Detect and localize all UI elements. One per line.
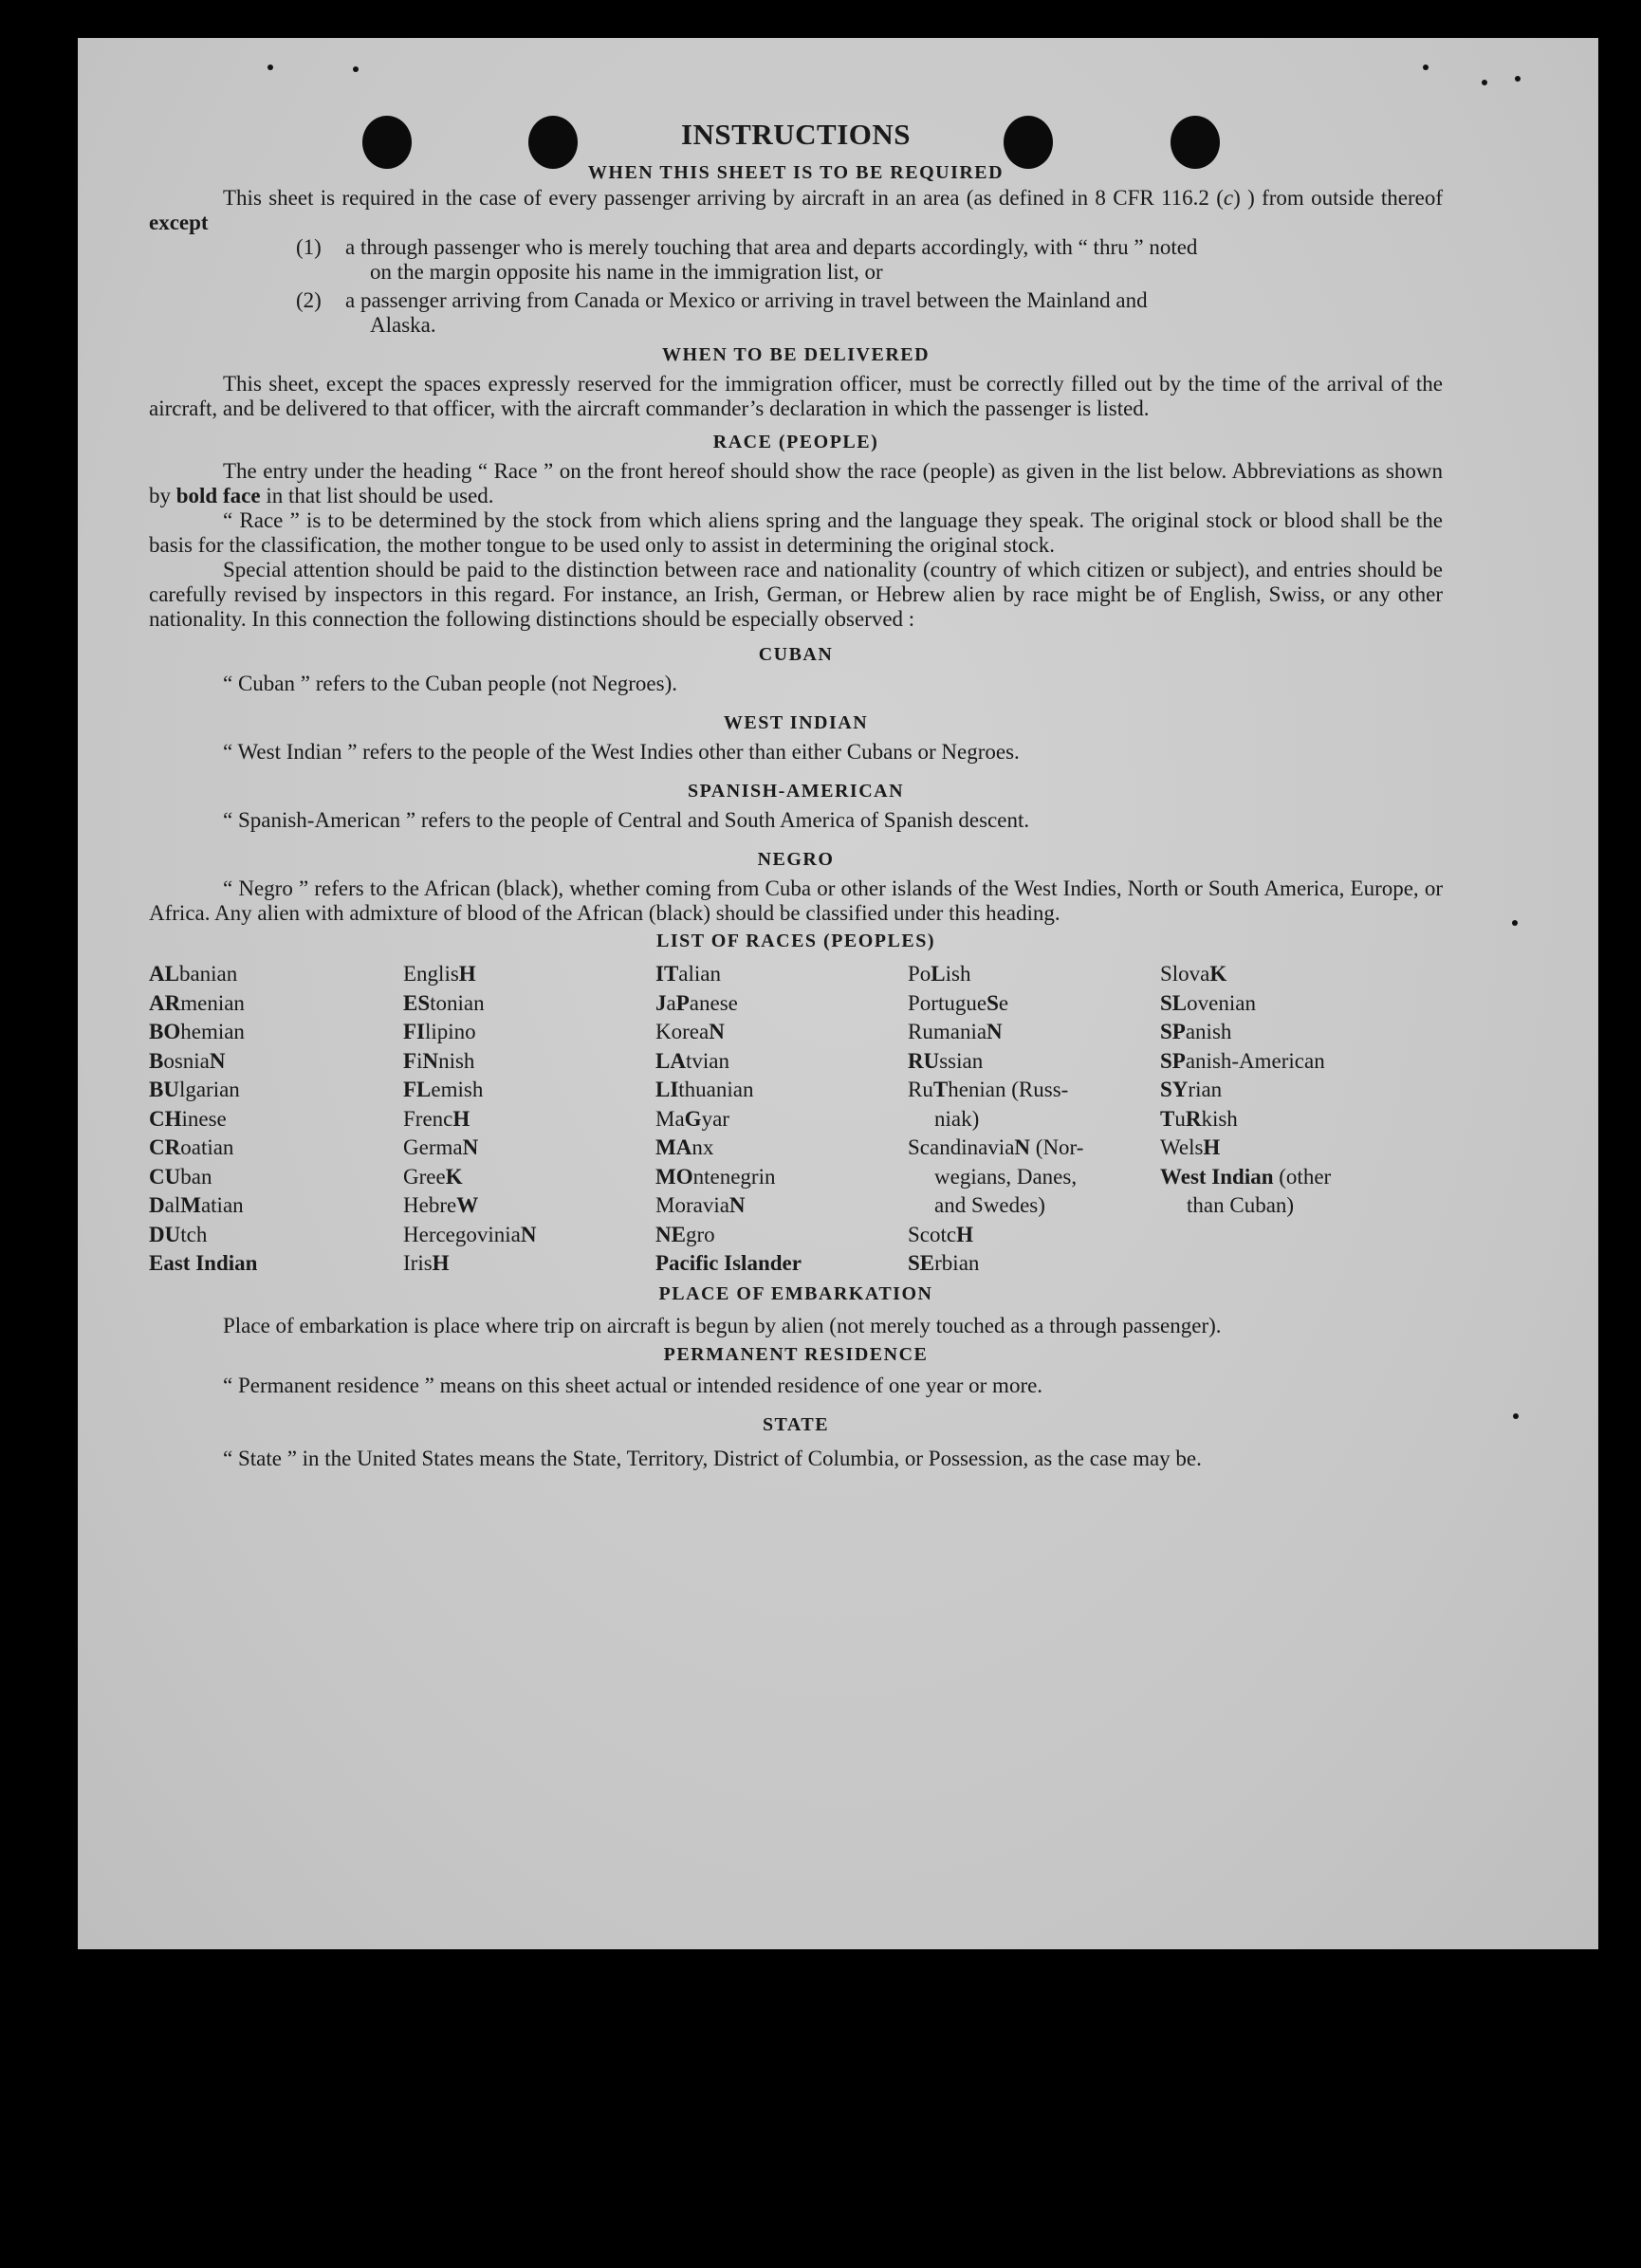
race-entry: RuThenian (Russ- bbox=[908, 1078, 1069, 1101]
state-text: “ State ” in the United States means the State, Territory, District of Columbia, or Possession, as the case may be. bbox=[223, 1446, 1202, 1470]
section-heading-negro: NEGRO bbox=[757, 849, 835, 870]
delivered-text: This sheet, except the spaces expressly reserved for the immigration officer, must be correctly filled out by the time of the arrival of the aircraft, and be delivered to that officer, with the aircraft commander’s declaration in which the passenger is listed. bbox=[149, 372, 1443, 420]
race-entry: ARmenian bbox=[149, 990, 245, 1015]
race-entry: RUssian bbox=[908, 1048, 984, 1073]
race-entry: DalMatian bbox=[149, 1193, 244, 1217]
race-entry: PoLish bbox=[908, 962, 971, 986]
race-entry: HercegoviniaN bbox=[403, 1222, 537, 1246]
race-paragraph-3: Special attention should be paid to the distinction between race and nationality (country of which citizen or subject), and entries should be carefully revised by inspectors in this regard. For instance, an Irish, German, or Hebrew alien by race might be of English, Swiss, or any other nationality. In this connection the following distinctions should be especially observed : bbox=[149, 558, 1443, 631]
page-title: INSTRUCTIONS bbox=[680, 118, 911, 151]
race-entry: ITalian bbox=[655, 962, 721, 986]
race-entry: and Swedes) bbox=[934, 1193, 1045, 1217]
speck bbox=[267, 65, 273, 70]
race-paragraph-1: The entry under the heading “ Race ” on the front hereof should show the race (people) as given in the list below. Abbreviations as shown by bold face in that list should be used. bbox=[149, 459, 1443, 507]
race-entry: RumaniaN bbox=[908, 1020, 1003, 1043]
race-entry: SLovenian bbox=[1160, 990, 1256, 1015]
race-entry: WelsH bbox=[1160, 1135, 1221, 1159]
race-entry: EStonian bbox=[403, 990, 485, 1015]
race-entry: ALbanian bbox=[149, 962, 238, 986]
race-entry: MAnx bbox=[655, 1135, 714, 1159]
race-entry: MoraviaN bbox=[655, 1193, 746, 1217]
section-heading-west-indian: WEST INDIAN bbox=[723, 712, 869, 733]
race-entry: FiNnish bbox=[403, 1048, 475, 1073]
race-entry: LIthuanian bbox=[655, 1078, 754, 1101]
speck bbox=[1513, 1413, 1519, 1419]
race-entry: SlovaK bbox=[1160, 962, 1227, 986]
race-entry: NEgro bbox=[655, 1222, 715, 1246]
race-entry: BosniaN bbox=[149, 1048, 226, 1073]
section-heading-cuban: CUBAN bbox=[758, 644, 834, 665]
west-indian-text: “ West Indian ” refers to the people of the West Indies other than either Cubans or Negroes. bbox=[223, 740, 1020, 764]
race-entry: FLemish bbox=[403, 1078, 484, 1101]
race-entry: ScandinaviaN (Nor- bbox=[908, 1135, 1084, 1159]
race-entry: DUtch bbox=[149, 1222, 208, 1246]
race-entry: niak) bbox=[934, 1106, 980, 1131]
race-entry: than Cuban) bbox=[1187, 1193, 1295, 1217]
race-entry: Pacific Islander bbox=[655, 1251, 802, 1275]
race-entry: MaGyar bbox=[655, 1106, 729, 1131]
race-entry: West Indian (other bbox=[1160, 1164, 1332, 1189]
required-intro: This sheet is required in the case of every passenger arriving by aircraft in an area (as defined in 8 CFR 116.2 (c) ) from outside thereof except bbox=[149, 186, 1443, 234]
race-entry: SYrian bbox=[1160, 1078, 1223, 1101]
race-paragraph-2: “ Race ” is to be determined by the stock from which aliens spring and the language they speak. The original stock or blood shall be the basis for the classification, the mother tongue to be used only to assist in determining the original stock. bbox=[149, 508, 1443, 557]
race-entry: BOhemian bbox=[149, 1020, 245, 1043]
residence-text: “ Permanent residence ” means on this sheet actual or intended residence of one year or more. bbox=[223, 1373, 1043, 1397]
negro-text: “ Negro ” refers to the African (black), whether coming from Cuba or other islands of the West Indies, North or South America, Europe, or Africa. Any alien with admixture of blood of the African (black) should be classified under this heading. bbox=[149, 876, 1443, 925]
race-entry: HebreW bbox=[403, 1193, 479, 1217]
section-heading-required: WHEN THIS SHEET IS TO BE REQUIRED bbox=[587, 162, 1005, 183]
speck bbox=[353, 66, 359, 72]
race-entry: SPanish-American bbox=[1160, 1048, 1325, 1073]
race-entry: EnglisH bbox=[403, 962, 476, 986]
embarkation-text: Place of embarkation is place where trip on aircraft is begun by alien (not merely touched as a through passenger). bbox=[223, 1313, 1222, 1337]
section-heading-embarkation: PLACE OF EMBARKATION bbox=[658, 1282, 933, 1304]
exception-item-1: (1) a through passenger who is merely touching that area and departs accordingly, with “ thru ” noted on the margin opposite his name in the immigration list, or bbox=[296, 235, 1198, 284]
race-entry: East Indian bbox=[149, 1251, 258, 1275]
race-entry: BUlgarian bbox=[149, 1078, 240, 1101]
race-entry: wegians, Danes, bbox=[934, 1164, 1078, 1189]
race-entry: IrisH bbox=[403, 1251, 450, 1275]
race-entry: TuRkish bbox=[1160, 1106, 1238, 1131]
cuban-text: “ Cuban ” refers to the Cuban people (not Negroes). bbox=[223, 672, 678, 695]
race-entry: CHinese bbox=[149, 1106, 227, 1131]
instructions-content bbox=[149, 118, 1443, 1474]
section-heading-residence: PERMANENT RESIDENCE bbox=[663, 1343, 929, 1365]
race-entry: GreeK bbox=[403, 1164, 463, 1189]
races-column bbox=[1160, 960, 1445, 1279]
races-column bbox=[149, 960, 403, 1279]
exception-item-2: (2) a passenger arriving from Canada or Mexico or arriving in travel between the Mainland and Alaska. bbox=[296, 288, 1148, 337]
race-entry: CUban bbox=[149, 1164, 212, 1189]
race-entry: JaPanese bbox=[655, 990, 738, 1015]
race-entry: KoreaN bbox=[655, 1020, 725, 1043]
section-heading-race: RACE (PEOPLE) bbox=[712, 432, 879, 452]
race-entry: LAtvian bbox=[655, 1048, 729, 1073]
races-column bbox=[655, 960, 908, 1279]
race-entry: FrencH bbox=[403, 1106, 470, 1131]
race-entry: SPanish bbox=[1160, 1020, 1232, 1043]
speck bbox=[1515, 76, 1521, 82]
speck bbox=[1423, 65, 1429, 70]
races-column bbox=[403, 960, 655, 1279]
section-heading-list-of-races: LIST OF RACES (PEOPLES) bbox=[655, 931, 935, 951]
speck bbox=[1482, 80, 1487, 85]
races-column bbox=[908, 960, 1160, 1279]
race-entry: PortugueSe bbox=[908, 990, 1009, 1015]
race-entry: FIlipino bbox=[403, 1020, 476, 1043]
race-entry: CRoatian bbox=[149, 1135, 234, 1159]
race-entry: SErbian bbox=[908, 1251, 980, 1275]
speck bbox=[1512, 920, 1518, 926]
race-entry: ScotcH bbox=[908, 1222, 973, 1246]
spanish-american-text: “ Spanish-American ” refers to the people of Central and South America of Spanish descent. bbox=[223, 808, 1030, 832]
section-heading-delivered: WHEN TO BE DELIVERED bbox=[661, 344, 931, 365]
race-entry: GermaN bbox=[403, 1135, 479, 1159]
section-heading-state: STATE bbox=[762, 1413, 830, 1435]
section-heading-spanish-american: SPANISH-AMERICAN bbox=[687, 781, 905, 802]
race-entry: MOntenegrin bbox=[655, 1164, 776, 1189]
races-table bbox=[149, 960, 1443, 1279]
